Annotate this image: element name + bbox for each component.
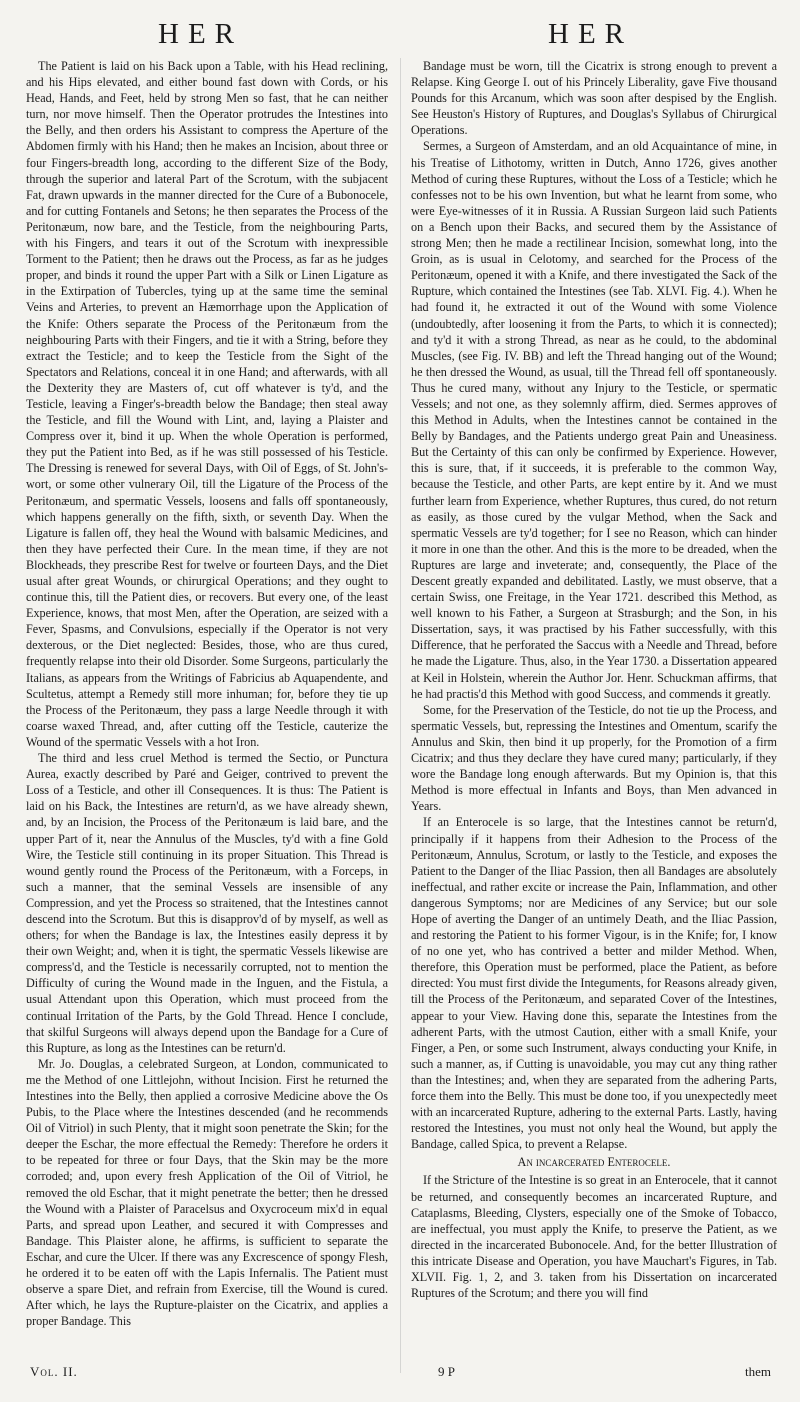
paragraph: If an Enterocele is so large, that the Intestines cannot be return'd, principally if it happens from their Adhesion to the Process of the Peritonæum, Annulus, Scrotum, or lastly to the Testicle, and exposes the Patient to the Danger of the Iliac Passion, then all Bandages are absolutely ineffectual, and rather excite or increase the Pain, Inflammation, and other dangerous Symptoms; nor are Medicines of any Service; but our sole Hope of averting the Danger of an untimely Death, and the Iliac Passion, and restoring the Patient to his former Vigour, is in the Knife; for, I know of no one yet, who has contrived a better and milder Method. When, therefore, this Operation must be performed, place the Patient, as before directed: You must first divide the Integuments, for Reasons already given, till the Process of the Peritonæum, and separated Cover of the Intestines, appear to your View. Having done this, separate the Intestines from the adherent Parts, with the utmost Caution, either with a small Knife, your Finger, a Pen, or some such Instrument, always conducting your Knife, in such a manner, as, if Cutting is unavoidable, you may cut any thing rather than the Intestines; and, when they are separated from the adhering Parts, force them into the Belly. This must be done too, if you unexpectedly meet with an incarcerated Rupture, adhering to the external Parts. Lastly, having restored the Intestines, you must not only heal the Wound, but apply the Bandage, called Spica, to prevent a Relapse. (411, 815, 777, 1152)
paragraph: Bandage must be worn, till the Cicatrix is strong enough to prevent a Relapse. King George I. out of his Princely Liberality, gave Five thousand Pounds for this Arcanum, which was soon after despised by the English. See Heuston's History of Ruptures, and Douglas's Syllabus of Chirurgical Operations. (411, 59, 777, 138)
right-column (411, 58, 777, 1378)
catchword: them (745, 1364, 771, 1379)
paragraph: If the Stricture of the Intestine is so great in an Enterocele, that it cannot be returned, and consequently becomes an incarcerated Rupture, and Cataplasms, Bleeding, Clysters, especially one of the Smoke of Tobacco, are ineffectual, you must apply the Knife, to preserve the Patient, as we directed in the incarcerated Bubonocele. And, for the better Illustration of this intricate Disease and Operation, you have Mauchart's Figures, in Tab. XLVII. Fig. 1, 2, and 3. taken from his Dissertation on incarcerated Ruptures of the Scrotum; and there you will find (411, 1173, 777, 1301)
paragraph: Sermes, a Surgeon of Amsterdam, and an old Acquaintance of mine, in his Treatise of Lithotomy, written in Dutch, Anno 1726, gives another Method of curing these Ruptures, without the Loss of a Testicle; which he confesses not to be his own Invention, but what he learnt from some, who were Eye-witnesses of it in Russia. A Russian Surgeon laid such Patients on a Bench upon their Backs, and secured them by the Assistance of strong Men; then he made a rectilinear Incision, somewhat long, into the Groin, as is usual in Celotomy, and searched for the Process of the Peritonæum, opened it with a Knife, and there investigated the Sack of the Rupture, which contained the Intestines (see Tab. XLVI. Fig. 4.). When he had found it, he extracted it out of the Wound with some Violence (undoubtedly, after loosening it from the Parts, to which it is connected); and ty'd it with a strong Thread, as near as he could, to the abdominal Muscles, (see Fig. IV. BB) and left the Thread hanging out of the Wound; he then dressed the Wound, as usual, till the Thread fell off spontaneously. Thus he cured many, without any Injury to the Testicle, or spermatic Vessels; and not one, as they solemnly affirm, died. Sermes approves of this Method in Adults, when the Intestines cannot be contained in the Belly by Bandages, and the Patients undergo great Pain and Uneasiness. But the Certainty of this can only be confirmed by Experience. However, this is sure, that, if it succeeds, it is preferable to the common Way, because the Testicle, and other Parts, are kept entire by it. And we must further learn from Experience, whether Ruptures, thus cured, do not return as easily, as those cured by the vulgar Method, when the Sack and spermatic Vessels are ty'd together; for I see no Reason, which can hinder it more in one than the other. And this is the more to be dreaded, when the Ruptures are large and inveterate; and, consequently, the Place of the Descent greatly expanded and debilitated. Lastly, we must observe, that a certain Swiss, one Freitage, in the Year 1721. described this Method, as well known to his Father, a Surgeon at Strasburgh; and the Son, in his Dissertation, says, it was practised by his Father successfully, with this Difference, that he perforated the Saccus with a Needle and Thread, before he made the Ligature. Thus, also, in the Year 1730. a Dissertation appeared at Keil in Holstein, wherein the Author Jor. Henr. Schuckman affirms, that he had practis'd this Method with good Success, and commends it greatly. (411, 139, 777, 701)
paragraph: Mr. Jo. Douglas, a celebrated Surgeon, at London, communicated to me the Method of one Littlejohn, without Incision. First he returned the Intestines into the Belly, then applied a corrosive Medicine above the Os Pubis, to the Place where the Intestines descended (and he recommends Oil of Vitriol) in such Plenty, that it might soon penetrate the Skin; for the deeper the Eschar, the more effectual the Remedy: Therefore he orders it to be repeated for three or four Days, that the Skin may be the more corroded; and, upon every fresh Application of the Oil of Vitriol, he removed the old Eschar, that it might penetrate the better; then he dressed the Wound with a Plaister of Paracelsus and Oxycroceum mix'd in equal Parts, and spread upon Leather, and secured it with Compresses and Bandage. This Plaister alone, he affirms, is sufficient to separate the Eschar, and cure the Ulcer. If there was any Excrescence of spongy Flesh, he ordered it to be eaten off with the Lapis Infernalis. The Patient must observe a spare Diet, and refrain from Exercise, till the Wound is cured. After which, he lays the Rupture-plaister on the Cicatrix, and applies a proper Bandage. This (26, 1056, 388, 1329)
running-head-right: HER (548, 18, 633, 50)
paragraph: The Patient is laid on his Back upon a Table, with his Head reclining, and his Hips elevated, and either bound fast down with Cords, or his Head, Hands, and Feet, held by strong Men so fast, that he can neither turn, nor move himself. Then the Operator protrudes the Intestines into the Belly, and then orders his Assistant to compress the Aperture of the Abdomen firmly with his Hand; then he makes an Incision, about three or four Fingers-breadth long, according to the different Size of the Body, through the superior and lateral Part of the Scrotum, with the subjacent Fat, drawn upwards in the manner directed for the Cure of a Bubonocele, and for cutting Fontanels and Setons; he then separates the Process of the Peritonæum, now bare, and the Testicle, from the neighbouring Parts, with his Fingers, and tears it out of the Scrotum with inexpressible Torment to the Patient; then he draws out the Process, as far as he judges proper, and binds it round the upper Part with a Silk or Linen Ligature as in the Extirpation of Tubercles, tying up at the same time the seminal Veins and Arteries, to prevent an Hæmorrhage upon the Application of the Knife: Others separate the Process of the Peritonæum from the neighbouring Parts with their Fingers, and tie it with a String, before they extract the Testicle; and to keep the Testicle from the Sight of the Spectators and Relations, conceal it in one Hand; and afterwards, with all the Dexterity they are Masters of, cut off whatever is ty'd, and the Testicle, leaving a Finger's-breadth below the Bandage; then steal away the Testicle, and fill the Wound with Lint, and, laying a Plaister and Compress over it, bind it up. When the whole Operation is performed, they put the Patient into Bed, as if he was still possessed of his Testicle. The Dressing is renewed for several Days, with Oil of Eggs, of St. John's-wort, or some other vulnerary Oil, till the Ligature of the Process of the Peritonæum, and spermatic Vessels, loosens and falls off spontaneously, which happens generally on the fifth, sixth, or seventh Day. When the Ligature is fallen off, they heal the Wound with balsamic Medicines, and then they have perfected their Cure. In the mean time, if they are not Blockheads, they prescribe Rest for twelve or fourteen Days, and the Diet usual after great Wounds, or chirurgical Operations; and they ought to continue this, till the Patient dies, or recovers. But every one, of the least Experience, knows, that most Men, after the Operation, are seized with a Fever, Spasms, and Convulsions, especially if the Operator is not very dexterous, or the Diet neglected: Besides, those, who are thus cured, frequently relapse into their old Disorder. Some Surgeons, particularly the Italians, as appears from the Writings of Fabricius ab Aquapendente, and Scultetus, attempt a Remedy still more inhuman; for, before they tie up the Process of the Peritonæum, they pass a large Needle through it with coarse waxed Thread, and, after cutting off the Testicle, cauterize the Wound of the spermatic Vessels with a hot Iron. (26, 59, 388, 749)
volume-number: Vol. II. (30, 1364, 78, 1379)
left-column (26, 58, 388, 1378)
column-divider (400, 58, 401, 1373)
paragraph: Some, for the Preservation of the Testicle, do not tie up the Process, and spermatic Vessels, but, repressing the Intestines and Omentum, scarify the Annulus and Skin, then bind it up properly, for the Promotion of a firm Cicatrix; and thus they declare they have cured many; particularly, if they wore the Bandage long enough afterwards. But my Opinion is, that this Method is more effectual in Infants and Boys, than Men advanced in Years. (411, 702, 777, 814)
signature-mark: 9 P (438, 1364, 455, 1379)
running-head-left: HER (158, 18, 243, 50)
section-subheading: An incarcerated Enterocele. (517, 1155, 671, 1170)
paragraph: The third and less cruel Method is termed the Sectio, or Punctura Aurea, exactly described by Paré and Geiger, contrived to prevent the Loss of a Testicle, and other ill Consequences. It is thus: The Patient is laid on his Back, the Intestines are return'd, as we have already shewn, and, by an Incision, the Process of the Peritonæum is laid bare, and the upper Part of it, near the Annulus of the Muscles, ty'd with a fine Gold Wire, the Testicle still continuing in its proper Situation. This Thread is wound gently round the Process of the Peritonæum, with a Forceps, in such a manner, that the seminal Vessels are insensible of any Compression, and yet the Process so straitened, that the Intestines cannot descend into the Scrotum. But this is disapprov'd of by myself, as well as others; for when the Bandage is lax, the Intestines easily depress it by their own Weight; and, when it is tight, the spermatic Vessels likewise are compress'd, and the Testicle is necessarily corrupted, not to mention the Difficulty of curing the Wound made in the Inguen, and the Fistula, a usual Attendant upon this Operation, which must proceed from the continual Irritation of the Parts, by the Gold Thread. Hence I conclude, that skilful Surgeons will always depend upon the Bandage for a Cure of this Rupture, as long as the Intestines can be return'd. (26, 751, 388, 1055)
